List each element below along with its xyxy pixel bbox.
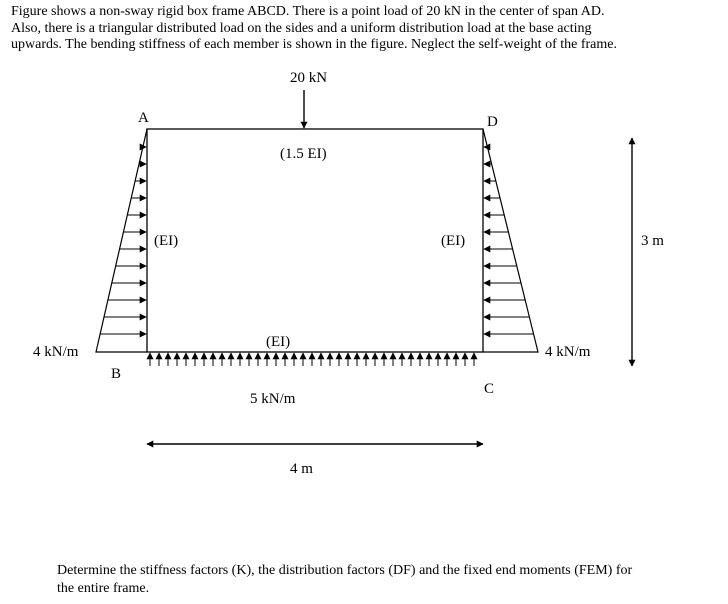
- node-label-d: D: [487, 114, 498, 130]
- member-label-ab: (EI): [154, 233, 179, 249]
- height-dimension-label: 3 m: [641, 233, 664, 249]
- point-load-label: 20 kN: [290, 70, 328, 86]
- intro-line: Figure shows a non-sway rigid box frame ABCD. There is a point load of 20 kN in the center of span AD.: [11, 4, 605, 19]
- question-line: the entire frame.: [57, 581, 150, 596]
- question-line: Determine the stiffness factors (K), the distribution factors (DF) and the fixed end moments (FEM) for: [57, 563, 633, 578]
- member-label-ad: (1.5 EI): [280, 146, 327, 162]
- box-frame: [147, 129, 483, 352]
- left-load-label: 4 kN/m: [33, 344, 79, 360]
- intro-line: upwards. The bending stiffness of each member is shown in the figure. Neglect the self-weight of the frame.: [11, 37, 617, 52]
- left-triangular-load: [96, 129, 147, 352]
- node-label-b: B: [111, 366, 122, 382]
- member-label-dc: (EI): [441, 233, 466, 249]
- intro-line: Also, there is a triangular distributed load on the sides and a uniform distribution load at the base acting: [11, 20, 592, 36]
- base-load-arrows: [150, 353, 474, 366]
- right-load-label: 4 kN/m: [545, 344, 591, 360]
- problem-question: [57, 562, 707, 598]
- span-dimension-label: 4 m: [290, 461, 313, 477]
- node-label-c: C: [484, 381, 495, 397]
- node-label-a: A: [138, 110, 149, 126]
- member-label-bc: (EI): [266, 334, 291, 350]
- right-triangular-load: [483, 129, 538, 352]
- base-load-label: 5 kN/m: [250, 391, 296, 407]
